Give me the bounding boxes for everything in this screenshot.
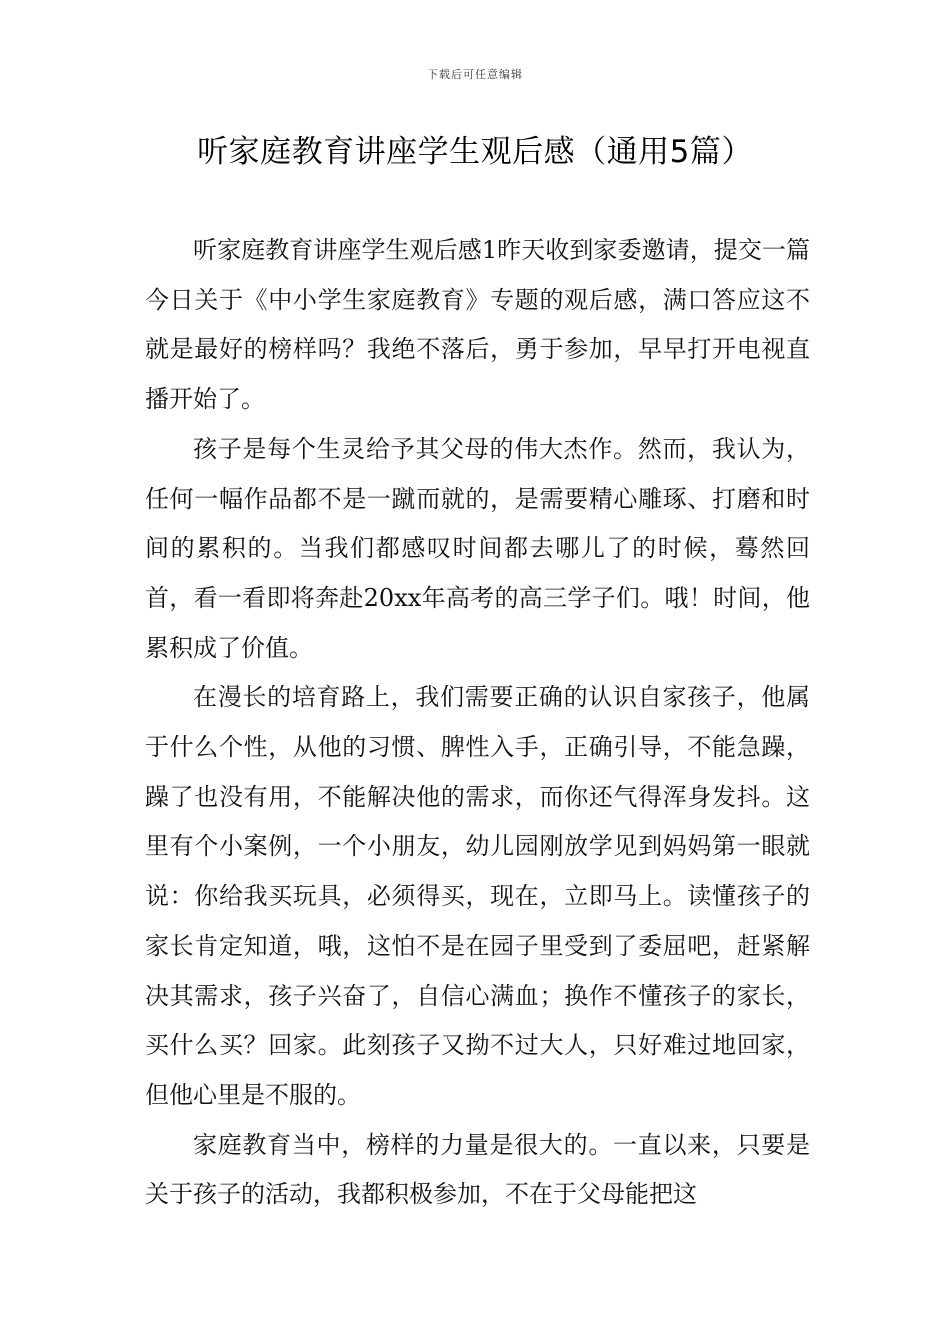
- header-note: 下载后可任意编辑: [427, 68, 523, 81]
- paragraph: 听家庭教育讲座学生观后感1昨天收到家委邀请，提交一篇今日关于《中小学生家庭教育》专题的观后感，满口答应这不就是最好的榜样吗？我绝不落后，勇于参加，早早打开电视直播开始了。: [145, 236, 810, 414]
- paragraph: 孩子是每个生灵给予其父母的伟大杰作。然而，我认为，任何一幅作品都不是一蹴而就的，是需要精心雕琢、打磨和时间的累积的。当我们都感叹时间都去哪儿了的时候，蓦然回首，看一看即将奔赴20xx年高考的高三学子们。哦！时间，他累积成了价值。: [145, 434, 810, 662]
- document-body: [145, 226, 810, 1220]
- paragraph: 家庭教育当中，榜样的力量是很大的。一直以来，只要是关于孩子的活动，我都积极参加，不在于父母能把这: [145, 1130, 810, 1209]
- paragraph: 在漫长的培育路上，我们需要正确的认识自家孩子，他属于什么个性，从他的习惯、脾性入手，正确引导，不能急躁，躁了也没有用，不能解决他的需求，而你还气得浑身发抖。这里有个小案例，一个小朋友，幼儿园刚放学见到妈妈第一眼就说：你给我买玩具，必须得买，现在，立即马上。读懂孩子的家长肯定知道，哦，这怕不是在园子里受到了委屈吧，赶紧解决其需求，孩子兴奋了，自信心满血；换作不懂孩子的家长，买什么买？回家。此刻孩子又拗不过大人，只好难过地回家，但他心里是不服的。: [145, 683, 810, 1109]
- document-title: 听家庭教育讲座学生观后感（通用5篇）: [197, 134, 753, 170]
